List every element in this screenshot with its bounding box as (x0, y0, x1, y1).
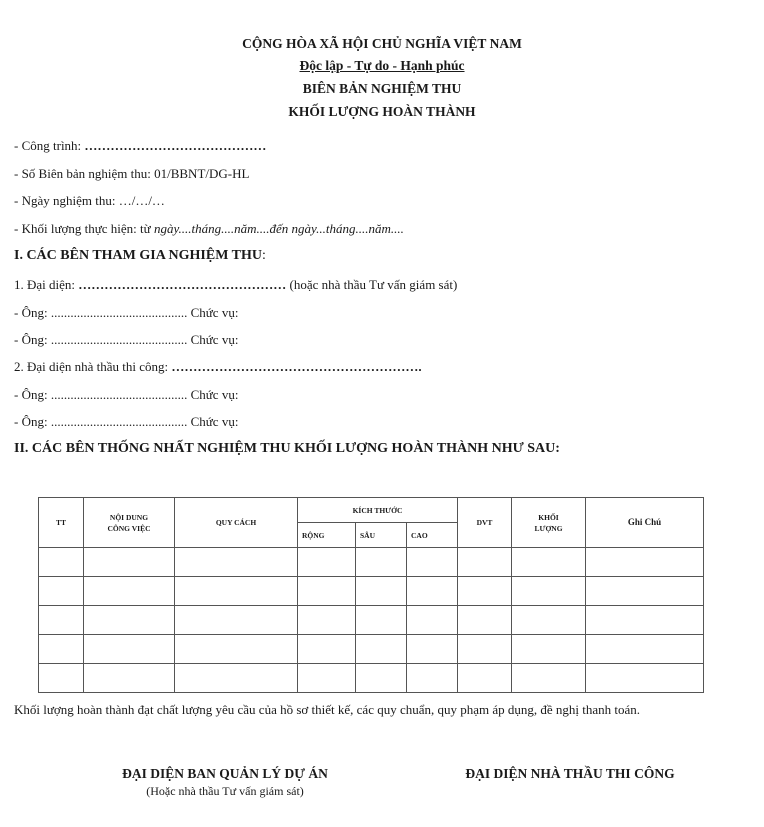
table-cell (298, 635, 356, 664)
table-cell (586, 664, 704, 693)
col-header-noi-dung-1: NỘI DUNG (109, 512, 149, 522)
table-cell (586, 606, 704, 635)
table-cell (84, 577, 175, 606)
table-cell (298, 606, 356, 635)
table-cell (407, 635, 458, 664)
table-cell (512, 577, 586, 606)
dai-dien-note: (hoặc nhà thầu Tư vấn giám sát) (286, 277, 458, 292)
table-cell (356, 635, 407, 664)
table-cell (356, 664, 407, 693)
table-cell (356, 548, 407, 577)
table-cell (407, 548, 458, 577)
khoi-luong-value: ngày....tháng....năm....đến ngày...tháng....năm.... (153, 221, 404, 236)
table-cell (458, 577, 512, 606)
section-1-title: I. CÁC BÊN THAM GIA NGHIỆM THU (14, 248, 263, 263)
khoi-luong-thuc-hien-line (14, 221, 404, 237)
ngay-nghiem-thu-line: - Ngày nghiệm thu: …/…/… (14, 193, 165, 208)
col-header-khoi-luong (512, 498, 586, 548)
nha-thau-thi-cong-line (14, 359, 422, 375)
table-cell (298, 577, 356, 606)
col-header-kich-thuoc: KÍCH THƯỚC (298, 498, 458, 523)
table-cell (586, 548, 704, 577)
table-cell (84, 635, 175, 664)
dai-dien-line (14, 277, 457, 293)
ong-line-4: - Ông: .......................................... Chức vụ: (14, 414, 239, 429)
table-cell (512, 606, 586, 635)
left-signature-title: ĐẠI DIỆN BAN QUẢN LÝ DỰ ÁN (122, 766, 328, 781)
ong-line-3: - Ông: .......................................... Chức vụ: (14, 387, 239, 402)
table-cell (512, 635, 586, 664)
table-cell (512, 548, 586, 577)
col-header-tt: TT (39, 498, 84, 548)
table-row (39, 606, 704, 635)
table-row (39, 577, 704, 606)
dai-dien-dots: ………………………………………… (78, 277, 287, 292)
ong-line-1: - Ông: .......................................... Chức vụ: (14, 305, 239, 320)
table-cell (356, 577, 407, 606)
table-cell (586, 577, 704, 606)
motto-text: Độc lập - Tự do - Hạnh phúc (299, 58, 465, 73)
table-cell (356, 606, 407, 635)
col-header-khoi-luong-2: LƯỢNG (534, 523, 563, 533)
col-header-dvt: DVT (458, 498, 512, 548)
table-cell (512, 664, 586, 693)
table-cell (84, 664, 175, 693)
table-cell (586, 635, 704, 664)
dai-dien-label: 1. Đại diện: (14, 277, 79, 292)
table-row (39, 548, 704, 577)
table-row (39, 635, 704, 664)
col-header-sau: SÂU (356, 523, 407, 548)
col-header-noi-dung (84, 498, 175, 548)
table-cell (84, 606, 175, 635)
document-title-line2: KHỐI LƯỢNG HOÀN THÀNH (288, 104, 476, 119)
table-cell (175, 606, 298, 635)
cong-trinh-line (14, 138, 266, 154)
section-1-heading (14, 248, 266, 264)
table-cell (175, 548, 298, 577)
table-cell (39, 577, 84, 606)
table-cell (175, 664, 298, 693)
section-1-colon: : (262, 248, 266, 263)
col-header-rong: RỘNG (298, 523, 356, 548)
table-cell (458, 635, 512, 664)
conclusion-text: Khối lượng hoàn thành đạt chất lượng yêu cầu của hồ sơ thiết kế, các quy chuẩn, quy phạm áp dụng, đề nghị thanh toán. (14, 702, 641, 717)
table-cell (458, 664, 512, 693)
so-bien-ban-line: - Số Biên bản nghiệm thu: 01/BBNT/DG-HL (14, 166, 250, 181)
col-header-quy-cach: QUY CÁCH (175, 498, 298, 548)
table-cell (407, 606, 458, 635)
acceptance-table (38, 497, 704, 693)
table-cell (175, 577, 298, 606)
col-header-cao: CAO (407, 523, 458, 548)
table-cell (39, 664, 84, 693)
khoi-luong-label: - Khối lượng thực hiện: từ (14, 221, 154, 236)
table-cell (175, 635, 298, 664)
col-header-noi-dung-2: CÔNG VIỆC (107, 523, 151, 533)
section-2-title: II. CÁC BÊN THỐNG NHẤT NGHIỆM THU KHỐI LƯỢNG HOÀN THÀNH NHƯ SAU: (14, 441, 560, 456)
right-signature-title: ĐẠI DIỆN NHÀ THẦU THI CÔNG (465, 766, 675, 781)
nha-thau-label: 2. Đại diện nhà thầu thi công: (14, 359, 172, 374)
table-cell (458, 548, 512, 577)
table-cell (39, 606, 84, 635)
table-row (39, 664, 704, 693)
left-signature-subtitle: (Hoặc nhà thầu Tư vấn giám sát) (146, 784, 304, 798)
table-cell (407, 664, 458, 693)
cong-trinh-dots: …………………………………… (84, 138, 267, 153)
table-cell (39, 635, 84, 664)
table-cell (84, 548, 175, 577)
nha-thau-dots: …………………………………………………. (171, 359, 422, 374)
table-cell (298, 664, 356, 693)
col-header-khoi-luong-1: KHỐI (538, 512, 559, 522)
table-cell (39, 548, 84, 577)
table-cell (298, 548, 356, 577)
document-title-line1: BIÊN BẢN NGHIỆM THU (302, 81, 462, 96)
nation-title: CỘNG HÒA XÃ HỘI CHỦ NGHĨA VIỆT NAM (242, 36, 522, 51)
ong-line-2: - Ông: .......................................... Chức vụ: (14, 332, 239, 347)
cong-trinh-label: - Công trình: (14, 138, 85, 153)
col-header-ghi-chu: Ghi Chú (586, 498, 704, 548)
table-cell (407, 577, 458, 606)
table-cell (458, 606, 512, 635)
motto (0, 58, 764, 74)
table-body (39, 548, 704, 693)
